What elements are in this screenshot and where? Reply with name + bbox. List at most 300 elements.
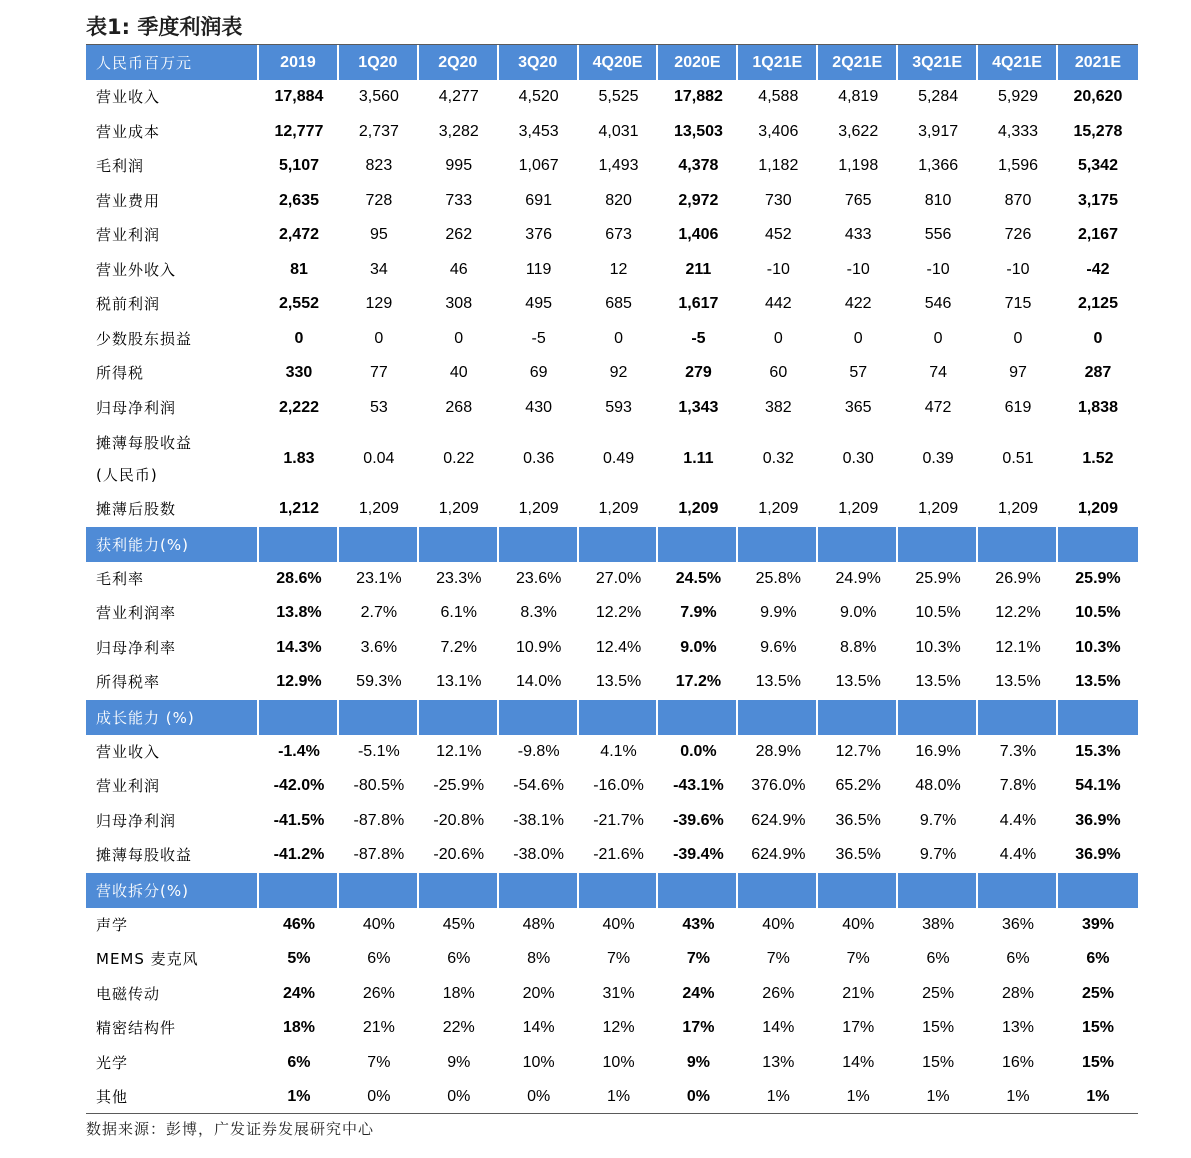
column-header: 3Q20	[499, 45, 579, 80]
table-cell: 12%	[602, 1019, 635, 1037]
table-row	[86, 804, 1138, 839]
table-row	[86, 391, 1138, 426]
table-cell: 25.9%	[915, 569, 961, 587]
table-cell: 765	[844, 191, 872, 209]
table-cell: -42.0%	[273, 777, 325, 795]
row-label-text: 所得税	[96, 364, 145, 383]
section-band-cell	[579, 700, 659, 735]
table-cell: -10	[1006, 260, 1030, 278]
row-label-text: 营业费用	[96, 191, 161, 210]
table-cell: 13.8%	[276, 604, 322, 622]
table-cell: 995	[445, 157, 473, 175]
table-cell: 9%	[447, 1053, 471, 1071]
table-row	[86, 1011, 1138, 1046]
table-cell: 3,282	[438, 122, 479, 140]
table-cell: 0.49	[602, 449, 635, 467]
table-cell: 40%	[602, 915, 635, 933]
table-cell: 6%	[367, 950, 391, 968]
row-label-text: MEMS 麦克风	[96, 950, 199, 969]
table-cell: 0	[294, 329, 304, 347]
table-cell: 1,182	[758, 157, 799, 175]
table-cell: 7%	[766, 950, 790, 968]
table-cell: 810	[924, 191, 952, 209]
row-label	[86, 908, 259, 943]
table-cell: 495	[525, 295, 552, 313]
table-cell: 17,884	[274, 88, 324, 106]
row-label-text: 营业收入	[96, 742, 161, 761]
table-cell: 24%	[282, 984, 315, 1002]
table-cell: 46%	[282, 915, 315, 933]
table-cell: 18%	[282, 1019, 315, 1037]
table-cell: 422	[844, 295, 872, 313]
table-cell: 0.04	[363, 449, 395, 467]
table-cell: 1,209	[918, 500, 959, 518]
table-row	[86, 908, 1138, 943]
table-cell: 28%	[1001, 984, 1034, 1002]
row-label	[86, 391, 259, 426]
row-label	[86, 80, 259, 115]
table-cell: 0	[773, 329, 783, 347]
table-cell: 12	[609, 260, 628, 278]
table-cell: 1%	[287, 1088, 311, 1106]
table-cell: 6%	[926, 950, 950, 968]
table-cell: 624.9%	[751, 811, 806, 829]
section-band-cell	[898, 873, 978, 908]
table-row	[86, 492, 1138, 527]
table-cell: -87.8%	[353, 846, 405, 864]
table-cell: 1%	[606, 1088, 631, 1106]
table-cell: 14%	[522, 1019, 555, 1037]
row-label	[86, 977, 259, 1012]
table-cell: 6%	[1006, 950, 1030, 968]
table-cell: 593	[605, 398, 632, 416]
row-label	[86, 287, 259, 322]
table-cell: 10.3%	[915, 638, 961, 656]
table-cell: 430	[525, 398, 552, 416]
section-band-cell	[1058, 527, 1138, 562]
table-cell: 10.9%	[515, 638, 562, 656]
table-cell: 4,277	[438, 88, 479, 106]
table-cell: 442	[764, 295, 792, 313]
table-row	[86, 80, 1138, 115]
table-cell: 24.9%	[835, 569, 881, 587]
table-cell: 14%	[762, 1019, 795, 1037]
table-cell: 330	[285, 364, 313, 382]
table-cell: 1,596	[997, 157, 1039, 175]
table-cell: 10.3%	[1075, 638, 1121, 656]
table-cell: -10	[926, 260, 950, 278]
row-label-text: 营业收入	[96, 88, 161, 107]
table-cell: 36%	[1001, 915, 1034, 933]
unit-label: 人民币百万元	[86, 45, 259, 80]
section-band-cell	[898, 700, 978, 735]
table-row	[86, 253, 1138, 288]
row-label	[86, 1011, 259, 1046]
table-cell: 3,406	[758, 122, 799, 140]
table-cell: -87.8%	[353, 811, 405, 829]
table-cell: 3,622	[838, 122, 879, 140]
section-band-cell	[1058, 873, 1138, 908]
table-cell: 8.3%	[520, 604, 557, 622]
table-cell: 4,031	[598, 122, 639, 140]
table-cell: 20%	[522, 984, 555, 1002]
table-cell: 12.9%	[276, 673, 322, 691]
section-band-cell	[818, 527, 898, 562]
table-cell: 1,838	[1077, 398, 1118, 416]
table-cell: 16%	[1001, 1053, 1034, 1071]
table-row	[86, 322, 1138, 357]
table-cell: 40	[449, 364, 468, 382]
table-cell: -25.9%	[433, 777, 485, 795]
table-cell: 25%	[1081, 984, 1114, 1002]
column-header: 2020E	[658, 45, 738, 80]
table-cell: 0	[933, 329, 943, 347]
table-cell: 24%	[682, 984, 715, 1002]
table-cell: 9.7%	[919, 811, 957, 829]
column-header: 1Q20	[339, 45, 419, 80]
table-cell: 268	[445, 398, 473, 416]
row-label	[86, 115, 259, 150]
row-label-text: 营业成本	[96, 122, 161, 141]
table-cell: 65.2%	[835, 777, 881, 795]
table-cell: 0	[1093, 329, 1103, 347]
table-cell: 0.32	[762, 449, 794, 467]
table-cell: 13.5%	[835, 673, 881, 691]
table-cell: 7.9%	[680, 604, 717, 622]
table-cell: 4,333	[997, 122, 1039, 140]
table-cell: 4.1%	[600, 742, 637, 760]
table-row	[86, 184, 1138, 219]
table-cell: 4,520	[518, 88, 559, 106]
table-cell: 40%	[842, 915, 875, 933]
table-cell: 12.4%	[595, 638, 642, 656]
table-cell: 6%	[1086, 950, 1110, 968]
table-cell: 1%	[846, 1088, 870, 1106]
table-cell: 1,343	[678, 398, 719, 416]
table-cell: 36.9%	[1075, 846, 1121, 864]
table-row	[86, 942, 1138, 977]
section-band-cell	[818, 700, 898, 735]
table-cell: 43%	[682, 915, 715, 933]
table-cell: 1,209	[758, 500, 799, 518]
table-cell: 8%	[527, 950, 551, 968]
table-cell: 17%	[842, 1019, 875, 1037]
table-cell: 715	[1004, 295, 1032, 313]
table-cell: 546	[924, 295, 952, 313]
header-row	[86, 45, 1138, 80]
table-cell: -20.6%	[433, 846, 485, 864]
section-band-cell	[579, 873, 659, 908]
table-cell: 28.9%	[755, 742, 801, 760]
table-cell: 1.83	[283, 449, 315, 467]
table-cell: 1,209	[518, 500, 559, 518]
row-label-text: 归母净利率	[96, 638, 177, 657]
table-cell: 14.3%	[276, 638, 322, 656]
table-cell: 21%	[362, 1019, 395, 1037]
table-cell: 20,620	[1073, 88, 1123, 106]
row-label	[86, 253, 259, 288]
table-cell: 1%	[926, 1088, 950, 1106]
section-band-cell	[738, 527, 818, 562]
table-cell: 12.1%	[436, 742, 482, 760]
table-cell: 25%	[922, 984, 955, 1002]
table-cell: 13%	[762, 1053, 795, 1071]
table-cell: 97	[1009, 364, 1027, 382]
section-band-cell	[339, 527, 419, 562]
table-cell: 7.2%	[440, 638, 477, 656]
table-cell: -21.7%	[593, 811, 644, 829]
table-cell: 2.7%	[360, 604, 398, 622]
table-cell: 15%	[922, 1053, 955, 1071]
table-row	[86, 735, 1138, 770]
section-band-cell	[419, 527, 499, 562]
table-cell: 1,209	[598, 500, 639, 518]
table-cell: -38.1%	[513, 811, 564, 829]
table-cell: 25.9%	[1075, 569, 1121, 587]
table-cell: 40%	[762, 915, 795, 933]
row-label	[86, 735, 259, 770]
table-cell: 382	[764, 398, 792, 416]
table-row	[86, 769, 1138, 804]
table-cell: 1,493	[598, 157, 639, 175]
section-band-cell	[738, 873, 818, 908]
table-cell: 9.0%	[839, 604, 877, 622]
table-row	[86, 1080, 1138, 1115]
table-cell: 13.5%	[915, 673, 961, 691]
table-cell: 4,819	[838, 88, 879, 106]
table-cell: 0%	[686, 1088, 710, 1106]
table-cell: 46	[449, 260, 468, 278]
table-row	[86, 218, 1138, 253]
table-row	[86, 665, 1138, 700]
table-cell: 12.2%	[595, 604, 642, 622]
table-cell: 452	[764, 226, 792, 244]
table-row	[86, 1046, 1138, 1081]
row-label	[86, 149, 259, 184]
table-cell: 9.7%	[919, 846, 957, 864]
table-cell: 45%	[442, 915, 475, 933]
table-cell: 7%	[686, 950, 710, 968]
section-band-cell	[658, 873, 738, 908]
table-cell: 27.0%	[595, 569, 642, 587]
table-cell: 129	[365, 295, 393, 313]
table-cell: 3,917	[918, 122, 959, 140]
section-band-cell	[978, 527, 1058, 562]
table-cell: 7.3%	[999, 742, 1037, 760]
table-cell: 13.5%	[595, 673, 642, 691]
table-cell: 16.9%	[915, 742, 961, 760]
table-cell: 1%	[766, 1088, 790, 1106]
table-cell: 6%	[287, 1053, 311, 1071]
table-cell: 8.8%	[839, 638, 877, 656]
table-row	[86, 356, 1138, 391]
column-header: 2Q21E	[818, 45, 898, 80]
table-cell: 1,617	[678, 295, 719, 313]
table-cell: 365	[844, 398, 872, 416]
income-statement-table-container	[86, 44, 1138, 1114]
row-label	[86, 631, 259, 666]
table-cell: 12.1%	[995, 638, 1041, 656]
section-band-cell	[419, 700, 499, 735]
table-cell: 14.0%	[515, 673, 562, 691]
table-cell: 730	[764, 191, 792, 209]
table-cell: 2,635	[278, 191, 319, 209]
table-cell: 7%	[606, 950, 631, 968]
table-cell: 24.5%	[675, 569, 722, 587]
table-cell: 26%	[362, 984, 395, 1002]
table-cell: 3.6%	[360, 638, 398, 656]
section-band-cell	[579, 527, 659, 562]
section-band-cell	[658, 527, 738, 562]
table-cell: 95	[369, 226, 388, 244]
table-cell: 39%	[1081, 915, 1114, 933]
section-band-cell	[818, 873, 898, 908]
table-cell: 17.2%	[675, 673, 722, 691]
table-cell: 23.6%	[515, 569, 562, 587]
row-label-text: 税前利润	[96, 295, 161, 314]
table-cell: 14%	[842, 1053, 875, 1071]
table-cell: 1.11	[683, 449, 714, 467]
table-cell: -5	[691, 329, 706, 347]
row-label	[86, 665, 259, 700]
table-body	[86, 45, 1138, 1115]
table-cell: 1,209	[838, 500, 879, 518]
section-band-cell	[259, 700, 339, 735]
table-cell: 2,125	[1077, 295, 1118, 313]
table-cell: 5,929	[997, 88, 1039, 106]
table-cell: 15%	[1081, 1019, 1114, 1037]
table-cell: -5.1%	[357, 742, 400, 760]
table-cell: 624.9%	[751, 846, 806, 864]
row-label-text: 摊薄每股收益	[96, 846, 193, 865]
table-cell: 0%	[367, 1088, 391, 1106]
table-cell: 3,175	[1077, 191, 1118, 209]
table-cell: -16.0%	[593, 777, 644, 795]
table-cell: 34	[369, 260, 388, 278]
row-label-text: 营业利润	[96, 226, 161, 245]
section-band-cell	[339, 700, 419, 735]
table-cell: 0	[614, 329, 623, 347]
table-row	[86, 115, 1138, 150]
row-label-text: 摊薄每股收益	[96, 433, 193, 452]
row-label	[86, 804, 259, 839]
row-label-text: 营业利润率	[96, 604, 177, 623]
row-label-text: 营业外收入	[96, 260, 177, 279]
table-cell: 10%	[522, 1053, 555, 1071]
table-cell: 820	[605, 191, 632, 209]
row-label-text: 其他	[96, 1088, 129, 1107]
table-cell: -43.1%	[673, 777, 724, 795]
table-row	[86, 425, 1138, 492]
table-cell: 17,882	[673, 88, 723, 106]
table-cell: 1,212	[278, 500, 319, 518]
table-cell: 5,342	[1077, 157, 1118, 175]
column-header: 1Q21E	[738, 45, 818, 80]
row-label-subtext: (人民币)	[96, 465, 158, 484]
table-cell: -1.4%	[278, 742, 320, 760]
table-cell: 287	[1084, 364, 1112, 382]
section-band-cell	[339, 873, 419, 908]
table-cell: 2,472	[278, 226, 319, 244]
table-cell: 13.1%	[436, 673, 482, 691]
section-band-cell	[259, 873, 339, 908]
table-row	[86, 631, 1138, 666]
row-label	[86, 942, 259, 977]
table-cell: 10%	[602, 1053, 635, 1071]
column-header: 4Q20E	[579, 45, 659, 80]
table-cell: 733	[445, 191, 473, 209]
row-label-text: 少数股东损益	[96, 329, 193, 348]
table-cell: 0	[454, 329, 464, 347]
table-cell: 308	[445, 295, 473, 313]
table-cell: 685	[605, 295, 632, 313]
table-cell: 36.5%	[835, 846, 881, 864]
table-cell: 7%	[367, 1053, 391, 1071]
table-cell: 433	[844, 226, 872, 244]
column-header: 3Q21E	[898, 45, 978, 80]
table-cell: 1,406	[678, 226, 719, 244]
table-cell: 92	[609, 364, 628, 382]
table-cell: 74	[929, 364, 947, 382]
table-cell: 12,777	[274, 122, 324, 140]
table-cell: 53	[369, 398, 388, 416]
row-label-text: 毛利润	[96, 157, 145, 176]
section-band-cell	[978, 873, 1058, 908]
table-cell: 211	[685, 260, 712, 278]
table-cell: 40%	[362, 915, 395, 933]
table-cell: 1,366	[918, 157, 959, 175]
table-row	[86, 287, 1138, 322]
table-row	[86, 977, 1138, 1012]
section-band-cell	[499, 527, 579, 562]
table-title: 表1: 季度利润表	[86, 15, 243, 39]
row-label-text: 声学	[96, 915, 129, 934]
table-cell: 1,067	[518, 157, 559, 175]
quarterly-income-statement-table	[86, 45, 1138, 1115]
table-cell: -10	[766, 260, 790, 278]
table-cell: 1%	[1006, 1088, 1030, 1106]
table-cell: 36.9%	[1075, 811, 1121, 829]
table-cell: 9.6%	[760, 638, 797, 656]
table-cell: 4.4%	[999, 811, 1037, 829]
table-cell: 0%	[527, 1088, 551, 1106]
table-cell: 619	[1004, 398, 1032, 416]
row-label-text: 光学	[96, 1053, 129, 1072]
table-cell: -41.2%	[273, 846, 325, 864]
table-cell: 3,560	[358, 88, 399, 106]
table-cell: 728	[365, 191, 393, 209]
table-cell: 9.9%	[760, 604, 797, 622]
row-label-text: 摊薄后股数	[96, 500, 177, 519]
table-cell: -21.6%	[593, 846, 644, 864]
row-label	[86, 184, 259, 219]
table-cell: 17%	[682, 1019, 715, 1037]
table-cell: 0.0%	[680, 742, 717, 760]
table-cell: 0.30	[842, 449, 874, 467]
table-cell: 279	[685, 364, 712, 382]
table-cell: 15,278	[1073, 122, 1123, 140]
section-header-row	[86, 700, 1138, 735]
table-cell: 10.5%	[1075, 604, 1121, 622]
row-label-text: 电磁传动	[96, 984, 161, 1003]
table-cell: 77	[369, 364, 388, 382]
table-row	[86, 149, 1138, 184]
row-label	[86, 322, 259, 357]
table-cell: 472	[924, 398, 952, 416]
column-header: 4Q21E	[978, 45, 1058, 80]
row-label	[86, 425, 259, 492]
table-cell: 13,503	[673, 122, 723, 140]
